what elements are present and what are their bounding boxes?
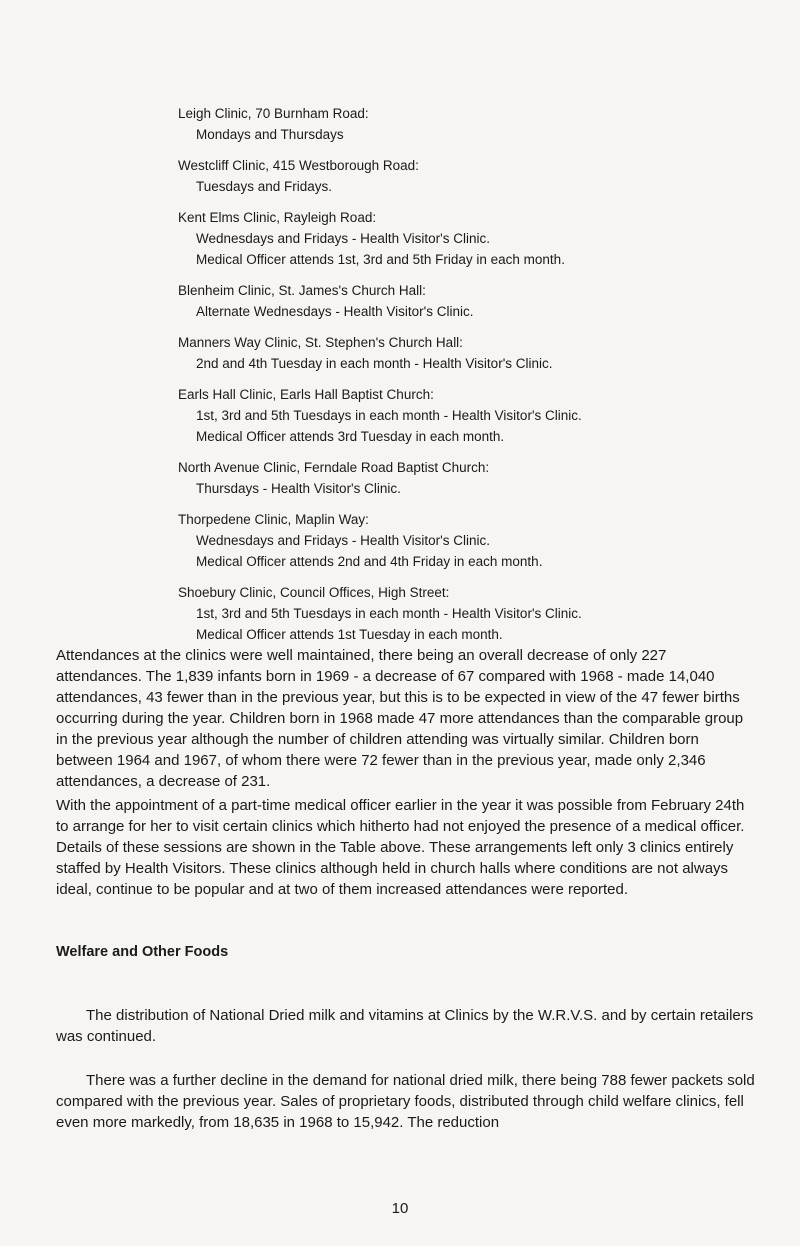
foods-paragraph-1: The distribution of National Dried milk and vitamins at Clinics by the W.R.V.S. and by certain retailers was continued. [56,1007,754,1045]
clinic-detail: 1st, 3rd and 5th Tuesdays in each month - Health Visitor's Clinic. [196,606,582,621]
clinic-entry [178,155,758,197]
clinic-detail: Medical Officer attends 3rd Tuesday in each month. [196,429,505,444]
clinic-entry [178,280,758,322]
clinic-detail: Medical Officer attends 1st, 3rd and 5th Friday in each month. [196,252,565,267]
clinic-entry [178,509,758,572]
clinic-detail: Tuesdays and Fridays. [196,179,333,194]
clinic-detail: Thursdays - Health Visitor's Clinic. [196,481,401,496]
clinic-detail: Mondays and Thursdays [196,127,344,142]
clinic-entry [178,457,758,499]
clinic-entry [178,332,758,374]
clinic-detail: 2nd and 4th Tuesday in each month - Health Visitor's Clinic. [196,356,553,371]
clinic-detail: Medical Officer attends 1st Tuesday in each month. [196,627,503,642]
clinic-list [178,103,758,655]
clinic-entry [178,582,758,645]
clinic-name: Thorpedene Clinic, Maplin Way: [178,512,369,527]
clinic-entry [178,207,758,270]
clinic-detail: Wednesdays and Fridays - Health Visitor's Clinic. [196,533,490,548]
clinic-name: Shoebury Clinic, Council Offices, High Street: [178,585,450,600]
clinic-entry [178,103,758,145]
clinic-name: Westcliff Clinic, 415 Westborough Road: [178,158,419,173]
clinic-name: Leigh Clinic, 70 Burnham Road: [178,106,369,121]
clinic-detail: 1st, 3rd and 5th Tuesdays in each month - Health Visitor's Clinic. [196,408,582,423]
medical-officer-paragraph: With the appointment of a part-time medical officer earlier in the year it was possible from February 24th to arrange for her to visit certain clinics which hitherto had not enjoyed the presence of a medical officer. Details of these sessions are shown in the Table above. These arrangements left only 3 clinics entirely staffed by Health Visitors. These clinics although held in church halls where conditions are not always ideal, continue to be popular and at two of them increased attendances were reported. [56,797,745,898]
page-number: 10 [391,1200,409,1217]
clinic-name: Manners Way Clinic, St. Stephen's Church Hall: [178,335,463,350]
section-heading: Welfare and Other Foods [56,944,229,960]
clinic-detail: Medical Officer attends 2nd and 4th Friday in each month. [196,554,543,569]
clinic-detail: Wednesdays and Fridays - Health Visitor's Clinic. [196,231,490,246]
clinic-name: Earls Hall Clinic, Earls Hall Baptist Church: [178,387,434,402]
clinic-name: North Avenue Clinic, Ferndale Road Baptist Church: [178,460,490,475]
clinic-detail: Alternate Wednesdays - Health Visitor's Clinic. [196,304,474,319]
clinic-name: Kent Elms Clinic, Rayleigh Road: [178,210,377,225]
attendances-paragraph: Attendances at the clinics were well maintained, there being an overall decrease of only 227 attendances. The 1,839 infants born in 1969 - a decrease of 67 compared with 1968 - made 14,040 attendances, 43 fewer than in the previous year, but this is to be expected in view of the 47 fewer births occurring during the year. Children born in 1968 made 47 more attendances than the comparable group in the previous year although the number of children attending was virtually similar. Children born between 1964 and 1967, of whom there were 72 fewer than in the previous year, made only 2,346 attendances, a decrease of 231. [56,647,744,790]
foods-paragraph-2: There was a further decline in the demand for national dried milk, there being 788 fewer packets sold compared with the previous year. Sales of proprietary foods, distributed through child welfare clinics, fell even more markedly, from 18,635 in 1968 to 15,942. The reduction [56,1072,755,1131]
clinic-name: Blenheim Clinic, St. James's Church Hall: [178,283,426,298]
clinic-entry [178,384,758,447]
